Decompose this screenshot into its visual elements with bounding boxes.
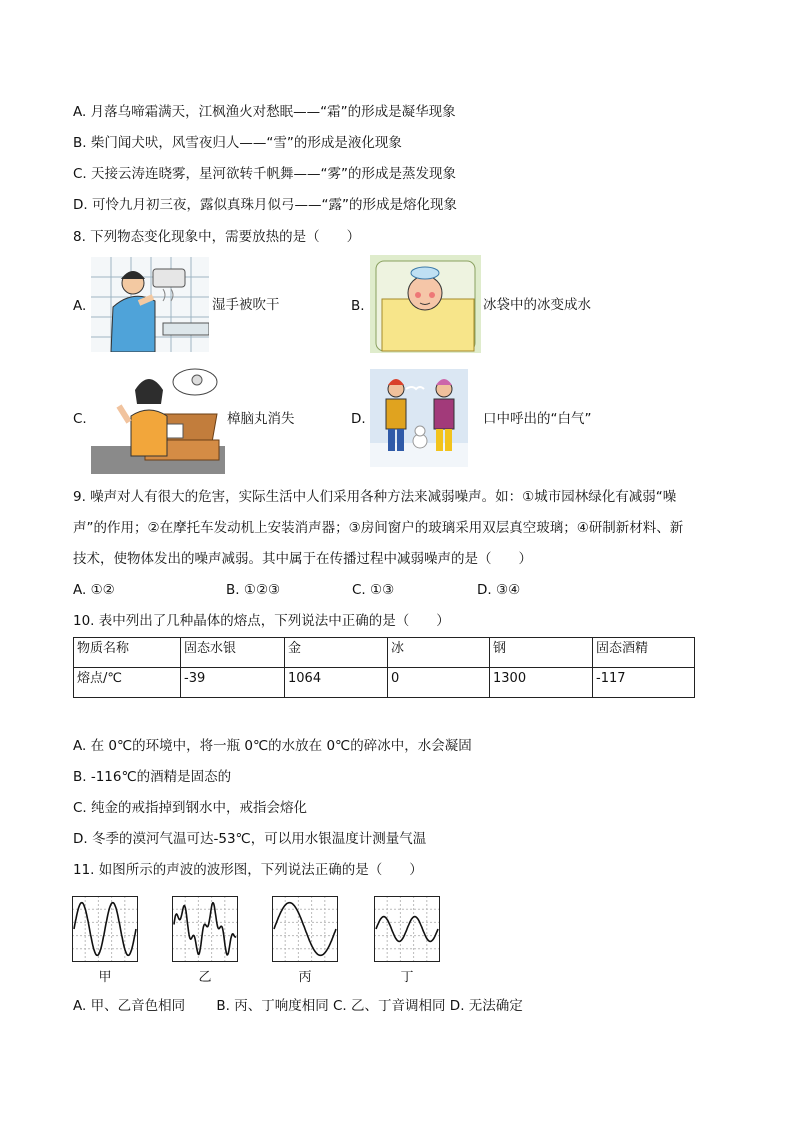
table-cell: 冰 (388, 638, 490, 668)
q11-options: A. 甲、乙音色相同 B. 丙、丁响度相同 C. 乙、丁音调相同 D. 无法确定 (73, 998, 523, 1014)
q9-stem-line-2: 声”的作用；②在摩托车发动机上安装消声器；③房间窗户的玻璃采用双层真空玻璃；④研制新材料、新 (73, 520, 684, 536)
mothball-box-illustration-icon (91, 366, 225, 474)
table-row (74, 668, 695, 698)
q7-option-d: D. 可怜九月初三夜，露似真珠月似弓——“露”的形成是熔化现象 (73, 197, 457, 213)
q8-option-b-letter: B. (351, 298, 365, 314)
table-cell: 钢 (490, 638, 593, 668)
q10-option-d: D. 冬季的漠河气温可达-53℃，可以用水银温度计测量气温 (73, 831, 427, 847)
q8-option-c-letter: C. (73, 411, 87, 427)
table-header-row (74, 638, 695, 668)
waveform-curve (174, 903, 236, 955)
table-cell: 1300 (490, 668, 593, 698)
q9-stem-line-1: 9. 噪声对人有很大的危害，实际生活中人们采用各种方法来减弱噪声。如：①城市园林绿化有减弱“噪 (73, 489, 677, 505)
waveform-label-yi: 乙 (198, 970, 212, 985)
q9-stem-line-3: 技术，使物体发出的噪声减弱。其中属于在传播过程中减弱噪声的是（ ） (73, 551, 532, 567)
table-cell: -39 (181, 668, 285, 698)
q8-option-b-caption: 冰袋中的冰变成水 (483, 297, 591, 313)
q10-option-a: A. 在 0℃的环境中，将一瓶 0℃的水放在 0℃的碎冰中，水会凝固 (73, 738, 472, 754)
q8-option-a-caption: 湿手被吹干 (212, 297, 280, 313)
q9-option-d: D. ③④ (477, 582, 521, 598)
waveform-label-jia: 甲 (98, 970, 112, 985)
table-cell: 金 (285, 638, 388, 668)
table-cell: 1064 (285, 668, 388, 698)
ice-bag-child-illustration-icon (370, 255, 481, 353)
waveform-curve (274, 903, 336, 956)
q10-option-c: C. 纯金的戒指掉到钢水中，戒指会熔化 (73, 800, 308, 816)
waveform-label-ding: 丁 (400, 970, 414, 985)
waveform-bing (272, 896, 338, 962)
q9-option-c: C. ①③ (352, 582, 395, 598)
q11-stem: 11. 如图所示的声波的波形图，下列说法正确的是（ ） (73, 862, 423, 878)
table-cell: 固态水银 (181, 638, 285, 668)
table-cell: 0 (388, 668, 490, 698)
q7-option-a: A. 月落乌啼霜满天，江枫渔火对愁眠——“霜”的形成是凝华现象 (73, 104, 456, 120)
q8-option-d-letter: D. (351, 411, 366, 427)
q10-option-b: B. -116℃的酒精是固态的 (73, 769, 232, 785)
table-cell: -117 (593, 668, 695, 698)
q7-option-c: C. 天接云涛连晓雾，星河欲转千帆舞——“雾”的形成是蒸发现象 (73, 166, 456, 182)
melting-point-table (73, 637, 695, 698)
q8-option-c-caption: 樟脑丸消失 (227, 411, 295, 427)
q7-option-b: B. 柴门闻犬吠，风雪夜归人——“雪”的形成是液化现象 (73, 135, 402, 151)
winter-breath-illustration-icon (370, 369, 468, 467)
table-cell: 固态酒精 (593, 638, 695, 668)
waveform-ding (374, 896, 440, 962)
q9-option-b: B. ①②③ (226, 582, 281, 598)
q8-option-d-caption: 口中呼出的“白气” (483, 411, 592, 427)
waveform-yi (172, 896, 238, 962)
waveform-curve (74, 903, 136, 956)
q9-option-a: A. ①② (73, 582, 115, 598)
table-cell: 物质名称 (74, 638, 181, 668)
q8-stem: 8. 下列物态变化现象中，需要放热的是（ ） (73, 229, 361, 245)
waveform-label-bing: 丙 (298, 970, 312, 985)
waveform-frame (173, 897, 238, 962)
waveform-curve (376, 917, 438, 942)
waveform-jia (72, 896, 138, 962)
q10-stem: 10. 表中列出了几种晶体的熔点，下列说法中正确的是（ ） (73, 613, 450, 629)
hand-dryer-illustration-icon (91, 257, 209, 352)
table-cell: 熔点/℃ (74, 668, 181, 698)
q8-option-a-letter: A. (73, 298, 87, 314)
